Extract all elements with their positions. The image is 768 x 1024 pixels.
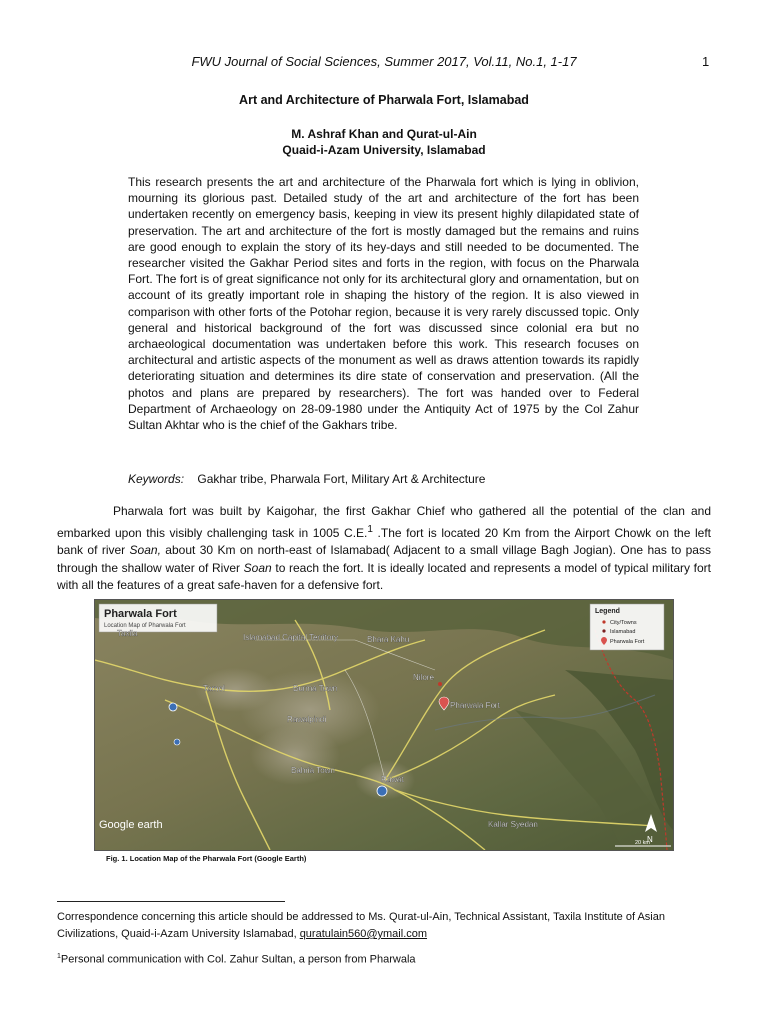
legend-item: Pharwala Fort [610, 639, 645, 645]
highway-shield-icon [174, 739, 180, 745]
author-block [0, 126, 768, 158]
place-label: Bahria Town [291, 766, 335, 775]
body-paragraph [57, 503, 711, 595]
footnote-text: Personal communication with Col. Zahur Sultan, a person from Pharwala [60, 953, 416, 966]
river-name: Soan [243, 560, 272, 575]
correspondence-note [57, 909, 711, 943]
place-label: Burma Town [293, 684, 338, 693]
place-label: Taxila [117, 629, 138, 638]
location-map [94, 599, 674, 851]
authors: M. Ashraf Khan and Qurat-ul-Ain [291, 127, 477, 141]
article-title: Art and Architecture of Pharwala Fort, Islamabad [239, 93, 529, 107]
google-earth-logo: Google earth [99, 819, 163, 831]
place-label: Islamabad Capital Territory [243, 633, 339, 642]
footnote-ref[interactable]: 1 [367, 523, 373, 535]
map-title: Pharwala Fort [104, 608, 177, 620]
footnote-divider [57, 901, 285, 902]
place-label: Rawat [381, 775, 404, 784]
footnote-mark: 1 [57, 953, 61, 960]
body-text-4: to reach the fort. It is ideally located and represents a model of typical military fort with all the features of a great safe-haven for a defensive fort. [57, 560, 711, 592]
highway-shield-icon [377, 786, 387, 796]
legend-item: City/Towns [610, 620, 637, 626]
legend-title: Legend [595, 608, 620, 615]
place-label: Nilore [413, 673, 434, 682]
scale-label: 20 km [635, 840, 650, 846]
satellite-map [95, 600, 673, 850]
figure-caption: Fig. 1. Location Map of the Pharwala Fort (Google Earth) [106, 854, 307, 863]
body-text-3: about 30 Km on north-east of Islamabad( Adjacent to a small village Bagh Jogian). One has to pass through the shallow water of River [57, 543, 711, 575]
body-text-1: Pharwala fort was built by Kaigohar, the first Gakhar Chief who gathered all the potential of the clan and embarked upon this visibly challenging task in 1005 C.E. [57, 504, 711, 540]
page-number: 1 [702, 54, 710, 69]
affiliation: Quaid-i-Azam University, Islamabad [282, 143, 486, 157]
place-label: Bhara Kahu [367, 635, 410, 644]
keywords-label: Keywords: [128, 472, 185, 486]
keywords-text: Gakhar tribe, Pharwala Fort, Military Art & Architecture [197, 472, 486, 486]
place-label: Pharwala Fort [450, 701, 500, 710]
highway-shield-icon [169, 703, 177, 711]
place-label: Tarnol [203, 684, 225, 693]
map-subtitle: Location Map of Pharwala Fort [104, 623, 186, 629]
place-label: Rawalpindi [287, 715, 327, 724]
north-label: N [647, 835, 653, 844]
legend-item: Islamabad [610, 629, 636, 635]
city-marker-icon [602, 620, 605, 623]
city-marker-icon [438, 682, 442, 686]
body-text-2: .The fort is located 20 Km from the Airport Chowk on the left bank of river [57, 525, 711, 557]
footnote-1 [57, 953, 416, 966]
abstract: This research presents the art and architecture of the Pharwala fort which is lying in oblivion, mourning its glorious past. Detailed study of the art and architecture of the fort has been undertaken recently on emergency basis, keeping in view its present highly dilapidated state of preservation. The art and architecture of the fort is mostly damaged but the remains and ruins are good enough to explain the story of its hey-days and still needed to be documented. The researcher visited the Gakhar Period sites and forts in the region, with focus on the Pharwala Fort. The fort is of great significance not only for its architectural glory and ornamentation, but on account of its greatly important role in shaping the history of the region. It is also viewed in comparison with other forts of the Potohar region, because it is very rarely discussed topic. Only general and historical background of the fort was discussed since colonial era but no archaeological documentation was undertaken before this work. This research focuses on architectural and artistic aspects of the monument as well as draws attention towards its rapidly deteriorating situation and determines its dire state of conservation and preservation. (All the photos and plans are prepared by researchers). The fort was handed over to Federal Department of Archaeology on 28-09-1980 under the Antiquity Act of 1975 by the Col Zahur Sultan Akhtar who is the chief of the Gakhars tribe. [128, 175, 639, 433]
email-link[interactable]: quratulain560@ymail.com [299, 928, 428, 940]
river-name: Soan, [129, 543, 161, 557]
journal-header: FWU Journal of Social Sciences, Summer 2017, Vol.11, No.1, 1-17 [191, 54, 577, 69]
place-label: Kallar Syedan [488, 820, 538, 829]
capital-marker-icon [602, 629, 605, 632]
correspondence-text: Correspondence concerning this article should be addressed to Ms. Qurat-ul-Ain, Technical Assistant, Taxila Institute of Asian Civilizations, Quaid-i-Azam University Islamabad, [57, 911, 665, 940]
keywords-line [128, 472, 485, 486]
